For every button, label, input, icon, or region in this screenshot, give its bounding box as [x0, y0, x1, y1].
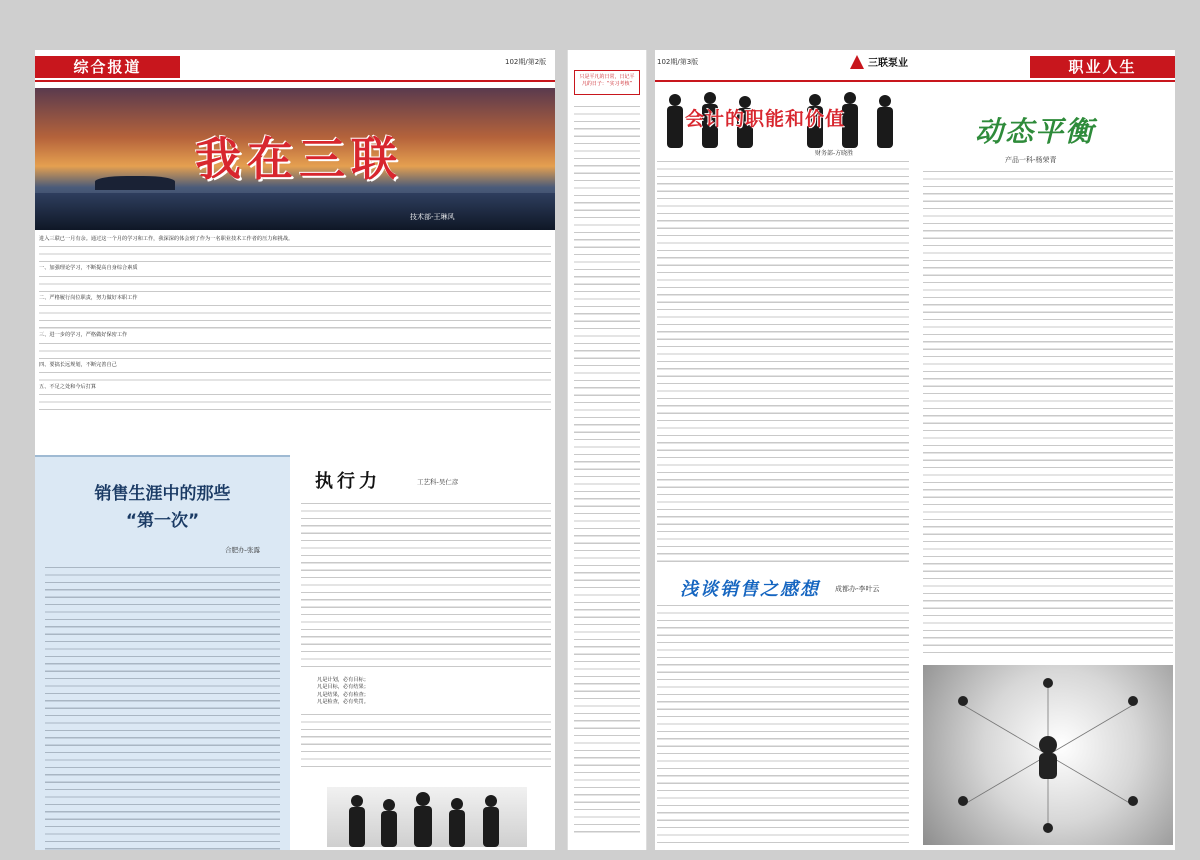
intro-heading-2: 二、严格履行岗位职责，努力做好本职工作: [39, 294, 138, 301]
sales-title-2: “第一次”: [125, 511, 200, 531]
brand-name: 三联泵业: [868, 58, 908, 69]
sales-title: 销售生涯中的那些: [94, 484, 231, 504]
left-issue: 102期/第2版: [505, 58, 547, 66]
left-page: [35, 50, 555, 850]
text-lines: [39, 302, 551, 332]
text-lines: [39, 243, 551, 265]
brand-mark-icon: [850, 55, 864, 69]
left-section-band: [35, 56, 180, 78]
accounting-banner: [655, 88, 910, 148]
exec-principles: [317, 677, 517, 707]
network-people-image: [923, 665, 1173, 845]
intro-heading-4: 四、要搞长远规划，不断完善自己: [39, 361, 117, 368]
business-people-image: [327, 787, 527, 847]
dongtai-author: 产品一科-杨荣青: [1005, 156, 1057, 164]
fold-title: 只是平凡的日常，日记平凡的日子：“实习考核”: [574, 70, 640, 95]
exec-principle: 凡是目标，必有结果；: [317, 684, 369, 691]
exec-body-text-2: [301, 711, 551, 771]
right-page: [655, 50, 1175, 850]
text-lines: [39, 340, 551, 362]
banner-credit: 技术部-王琳风: [410, 213, 455, 221]
intro-article: [39, 236, 551, 451]
intro-heading-3: 三、进一步的学习，严格做好保密工作: [39, 332, 128, 339]
right-section-band: [1030, 56, 1175, 78]
intro-lead: 进入三联已一月有余。通过这一个月的学习和工作，我深深的体会到了作为一名职业技术工作者的压力和挑战。: [39, 236, 294, 242]
sales-author: 合肥办-张露: [225, 546, 260, 554]
banner-image: [35, 88, 555, 230]
execution-article: [297, 455, 555, 850]
right-section-title: 职业人生: [1068, 58, 1137, 76]
sales-essay-title: 浅谈销售之感想: [680, 579, 820, 600]
sales-first-time-box: [35, 455, 290, 850]
dongtai-title: 动态平衡: [975, 115, 1096, 148]
left-header-rule: [35, 80, 555, 82]
banner-title: 我在三联: [195, 132, 403, 186]
brand-logo: [850, 54, 908, 69]
exec-principle: 凡是检查，必有奖罚。: [317, 699, 369, 706]
exec-principle: 凡是结果，必有检查；: [317, 691, 369, 698]
accounting-title: 会计的职能和价值: [685, 108, 846, 130]
text-lines: [39, 273, 551, 295]
exec-principle: 凡是计划，必有目标；: [317, 677, 369, 683]
fold-body-text: [574, 103, 640, 833]
sales-essay-author: 成都办-李叶云: [835, 585, 880, 593]
exec-author: 工艺科-吴仁彦: [417, 478, 459, 486]
right-header-rule: [655, 80, 1175, 82]
accounting-author: 财务部-方晓胜: [815, 150, 854, 157]
sales-body-text: [45, 564, 280, 850]
text-lines: [39, 369, 551, 384]
exec-body-text: [301, 500, 551, 670]
network-graphic: [923, 665, 1173, 845]
business-people-silhouettes: [327, 787, 527, 847]
intro-heading-5: 五、不足之处和今后打算: [39, 384, 97, 391]
dongtai-body-text: [923, 168, 1173, 658]
left-section-title: 综合报道: [73, 58, 142, 76]
sea: [35, 193, 555, 230]
intro-heading-1: 一、加强理论学习，不断提高自身综合素质: [39, 265, 138, 272]
center-fold-column: [567, 50, 647, 850]
sales-essay-body-text: [657, 602, 909, 847]
exec-title: 执行力: [315, 471, 381, 492]
accounting-body-text: [657, 158, 909, 568]
text-lines: [39, 391, 551, 413]
island-silhouette: [95, 176, 175, 190]
right-issue: 102期/第3版: [657, 58, 699, 66]
